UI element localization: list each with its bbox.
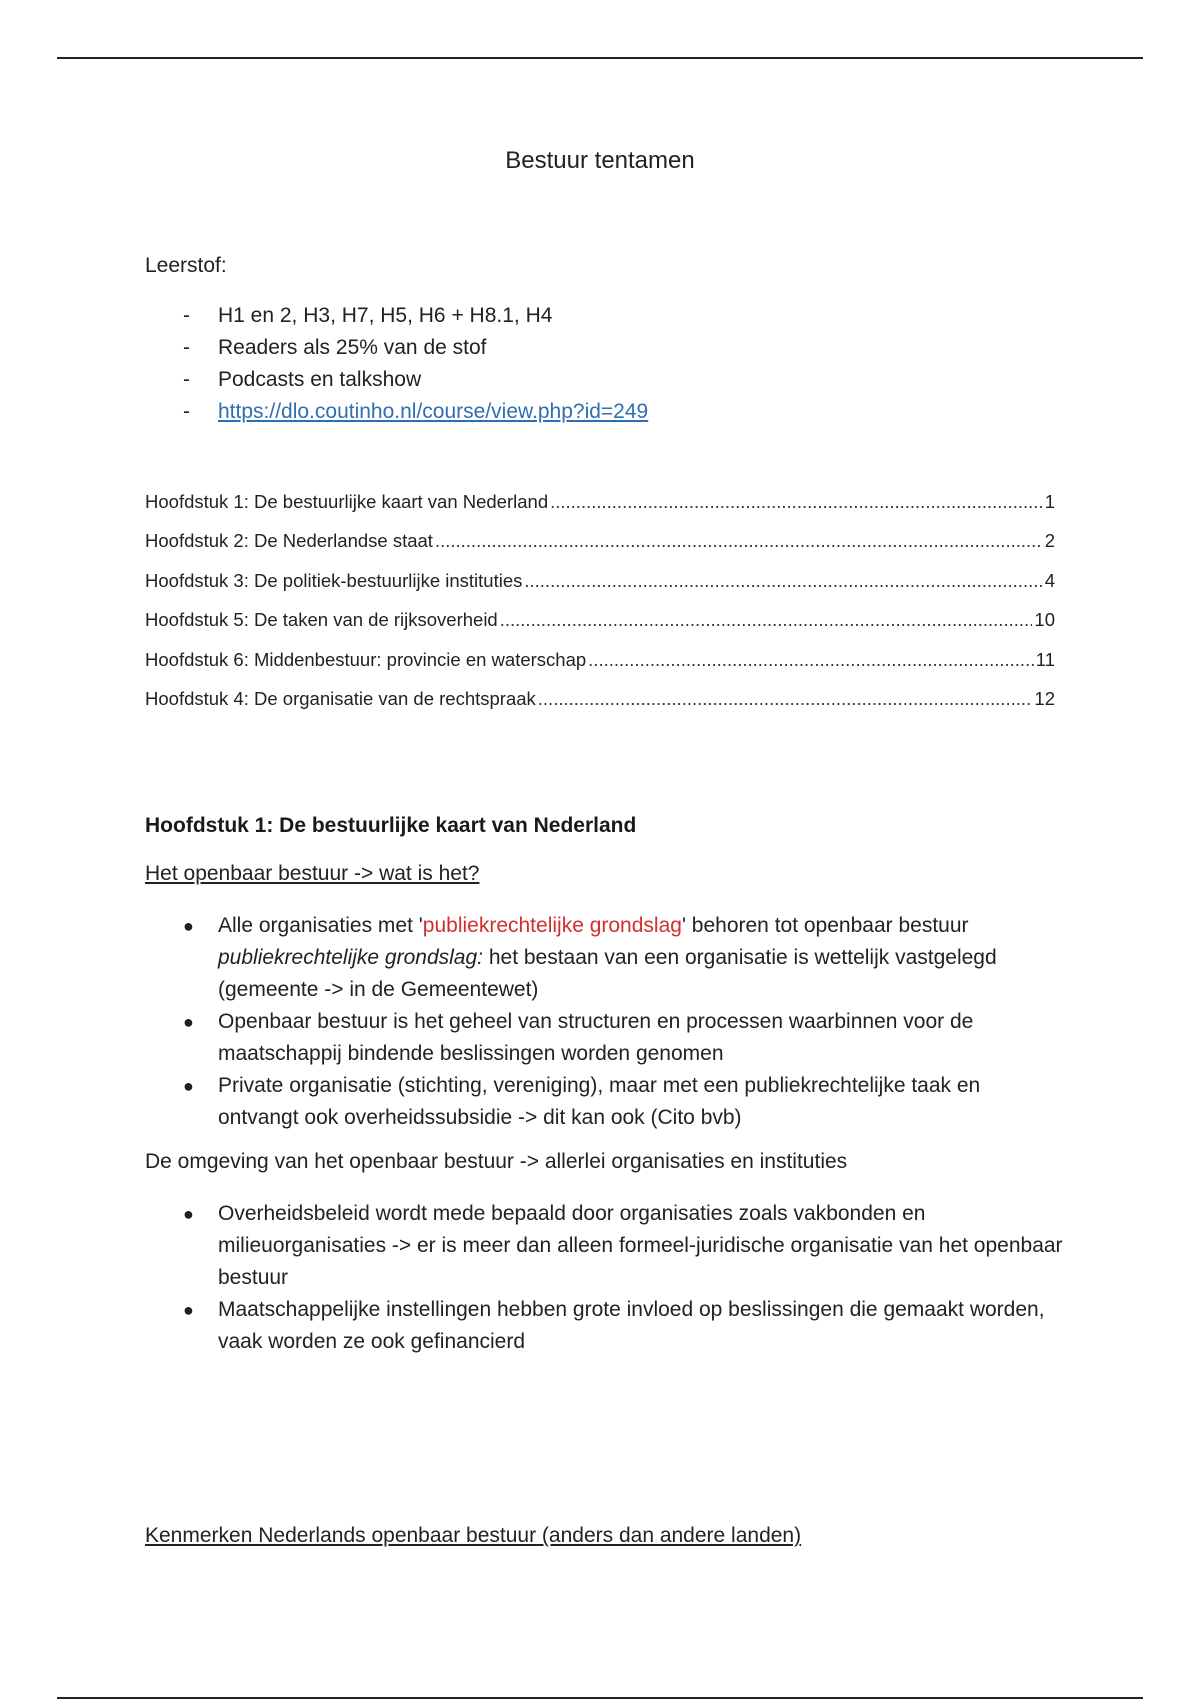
toc-entry[interactable] (145, 491, 1055, 530)
chapter-1-heading: Hoofdstuk 1: De bestuurlijke kaart van Nederland (145, 814, 637, 837)
toc-entry[interactable] (145, 530, 1055, 569)
leerstof-label: Leerstof: (145, 254, 227, 277)
table-of-contents (145, 491, 1055, 727)
toc-entry-title: Hoofdstuk 4: De organisatie van de rechtspraak (145, 687, 536, 709)
section-heading-openbaar-bestuur: Het openbaar bestuur -> wat is het? (145, 862, 480, 885)
course-link[interactable]: https://dlo.coutinho.nl/course/view.php?id=249 (218, 400, 649, 423)
bullet-list-omgeving (183, 1198, 1063, 1358)
list-item: - https://dlo.coutinho.nl/course/view.php?id=249 (183, 400, 649, 423)
list-item: ● Openbaar bestuur is het geheel van structuren en processen waarbinnen voor de maatschappij bindende beslissingen worden genomen (183, 1010, 974, 1065)
highlighted-term: publiekrechtelijke grondslag (422, 914, 682, 937)
bottom-rule (57, 1697, 1143, 1699)
omgeving-paragraph: De omgeving van het openbaar bestuur -> allerlei organisaties en instituties (145, 1150, 848, 1173)
toc-entry[interactable] (145, 649, 1055, 688)
list-item: ● Maatschappelijke instellingen hebben grote invloed op beslissingen die gemaakt worden, vaak worden ze ook gefinancierd (183, 1298, 1045, 1353)
toc-entry-page: 1 (1044, 491, 1055, 512)
definition-term: publiekrechtelijke grondslag: (218, 946, 483, 969)
toc-entry-page: 4 (1044, 569, 1055, 591)
leerstof-list (183, 300, 648, 428)
toc-entry-title: Hoofdstuk 3: De politiek-bestuurlijke instituties (145, 569, 523, 591)
toc-entry[interactable] (145, 570, 1055, 609)
list-item: - Podcasts en talkshow (183, 368, 422, 391)
toc-entry-page: 11 (1035, 648, 1055, 670)
toc-entry-title: Hoofdstuk 5: De taken van de rijksoverheid (145, 609, 498, 631)
toc-entry[interactable] (145, 688, 1055, 727)
toc-entry-page: 2 (1044, 530, 1055, 552)
list-item: - H1 en 2, H3, H7, H5, H6 + H8.1, H4 (183, 304, 553, 327)
toc-entry-title: Hoofdstuk 2: De Nederlandse staat (145, 530, 433, 552)
top-rule (57, 57, 1143, 59)
toc-entry-title: Hoofdstuk 6: Middenbestuur: provincie en waterschap (145, 648, 587, 670)
section-heading-kenmerken: Kenmerken Nederlands openbaar bestuur (anders dan andere landen) (145, 1524, 802, 1547)
toc-entry-page: 10 (1034, 609, 1055, 631)
list-item: ● Overheidsbeleid wordt mede bepaald door organisaties zoals vakbonden en milieuorganisaties -> er is meer dan alleen formeel-juridische organisatie van het openbaar bestuur (183, 1202, 1063, 1289)
toc-entry-page: 12 (1034, 687, 1055, 709)
list-item: - Readers als 25% van de stof (183, 336, 487, 359)
list-item: ● Private organisatie (stichting, vereniging), maar met een publiekrechtelijke taak en ontvangt ook overheidssubsidie -> dit kan ook (Cito bvb) (183, 1074, 981, 1129)
bullet-list-openbaar-bestuur (183, 910, 1063, 1134)
toc-entry[interactable] (145, 609, 1055, 648)
list-item: ● Alle organisaties met 'publiekrechtelijke grondslag' behoren tot openbaar bestuur publiekrechtelijke grondslag: het bestaan van een organisatie is wettelijk vastgelegd (gemeente -> in de Gemeentewet) (183, 914, 997, 1001)
toc-entry-title: Hoofdstuk 1: De bestuurlijke kaart van Nederland (145, 491, 549, 512)
document-title: Bestuur tentamen (505, 147, 695, 174)
